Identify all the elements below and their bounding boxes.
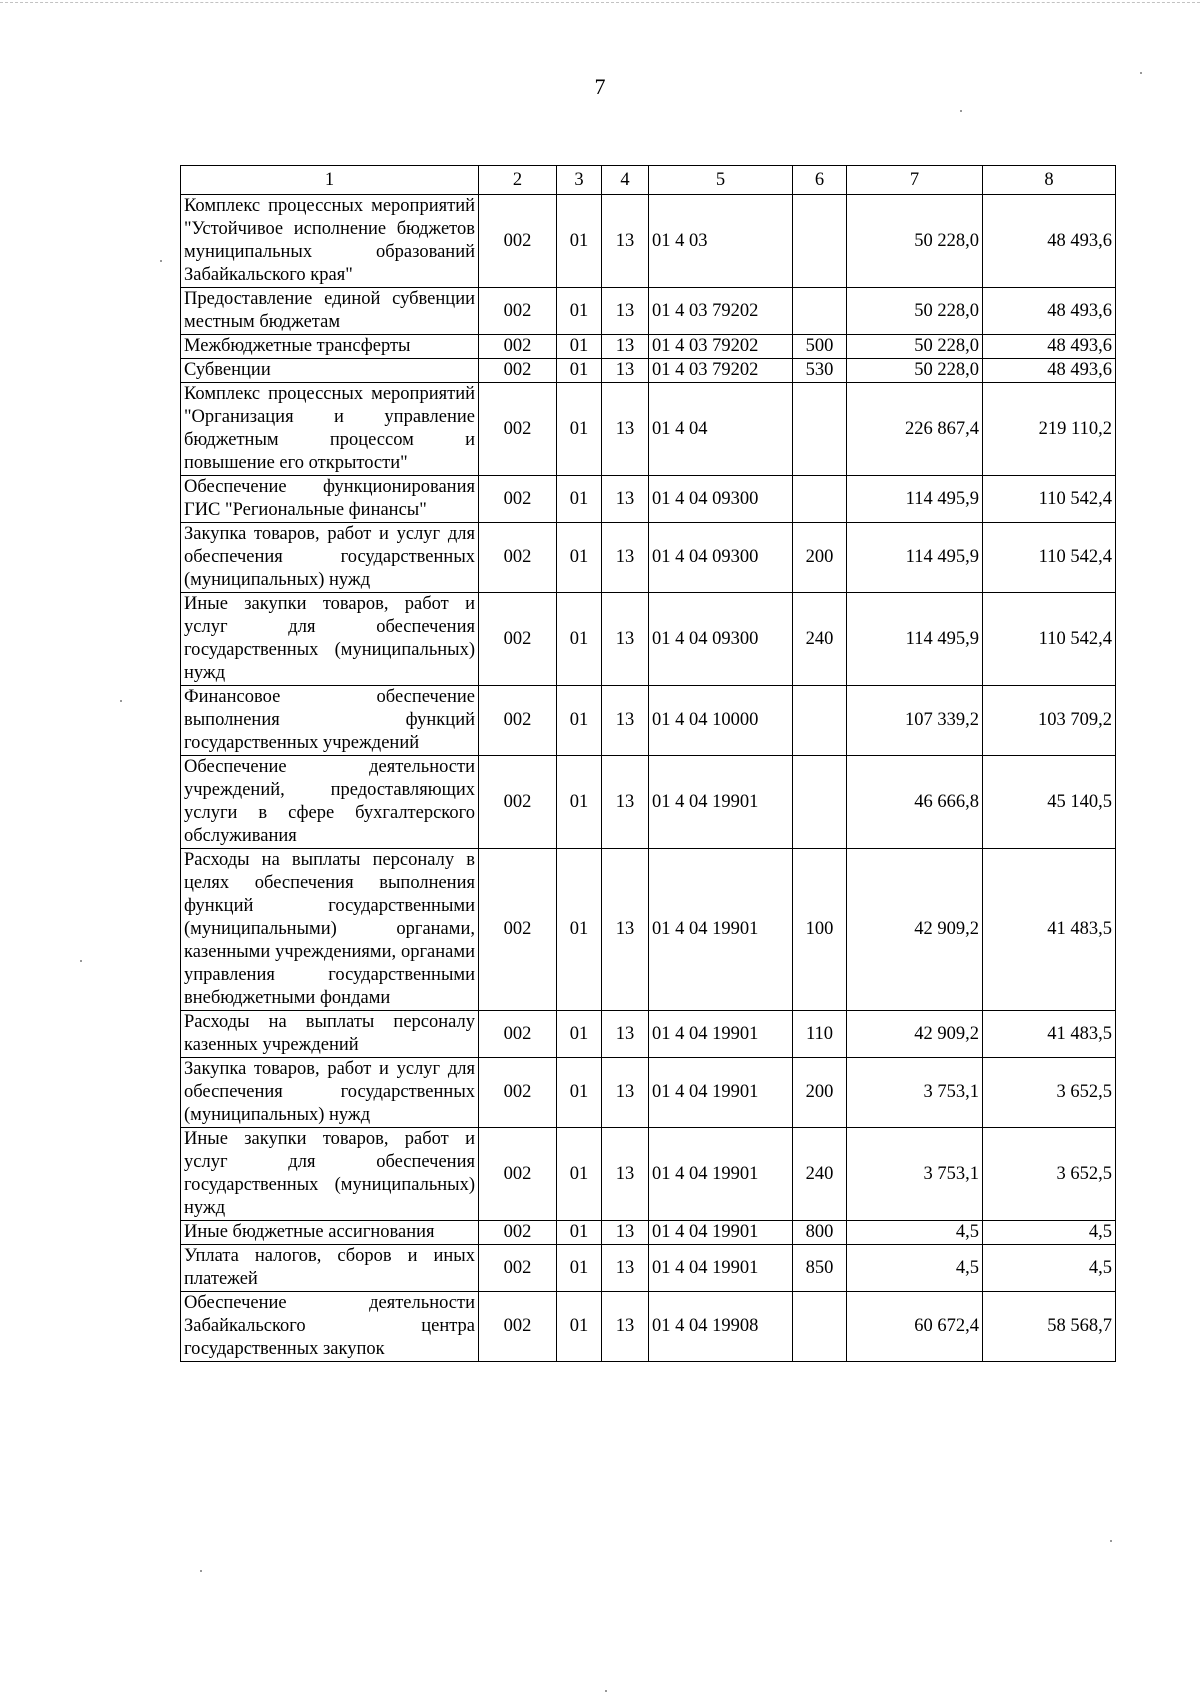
row-csr-cell: 01 4 03 79202: [649, 359, 793, 383]
row-csr-cell: 01 4 03 79202: [649, 335, 793, 359]
row-name-cell: Субвенции: [181, 359, 479, 383]
row-rz-cell: 01: [557, 1128, 602, 1221]
row-vr-cell: 110: [793, 1011, 847, 1058]
row-csr-cell: 01 4 04 19901: [649, 1245, 793, 1292]
header-cell: 3: [557, 166, 602, 195]
table-row: [181, 523, 1116, 593]
row-sum1-cell: 4,5: [847, 1245, 983, 1292]
row-gr-cell: 002: [479, 1221, 557, 1245]
row-rz-cell: 01: [557, 288, 602, 335]
row-sum2-cell: 45 140,5: [983, 756, 1116, 849]
row-sum1-cell: 50 228,0: [847, 335, 983, 359]
scan-speck: [160, 260, 162, 262]
row-sum1-cell: 226 867,4: [847, 383, 983, 476]
row-name-cell: Уплата налогов, сборов и иных платежей: [181, 1245, 479, 1292]
header-cell: 1: [181, 166, 479, 195]
row-sum2-cell: 48 493,6: [983, 359, 1116, 383]
table-row: [181, 476, 1116, 523]
row-sum1-cell: 4,5: [847, 1221, 983, 1245]
header-cell: 2: [479, 166, 557, 195]
row-sum2-cell: 48 493,6: [983, 288, 1116, 335]
row-csr-cell: 01 4 04 19901: [649, 1221, 793, 1245]
row-gr-cell: 002: [479, 195, 557, 288]
row-name-cell: Межбюджетные трансферты: [181, 335, 479, 359]
row-name-cell: Обеспечение деятельности учреждений, предоставляющих услуги в сфере бухгалтерского обслуживания: [181, 756, 479, 849]
row-sum2-cell: 4,5: [983, 1221, 1116, 1245]
table-row: [181, 288, 1116, 335]
row-sum1-cell: 114 495,9: [847, 476, 983, 523]
row-sum2-cell: 103 709,2: [983, 686, 1116, 756]
row-vr-cell: [793, 195, 847, 288]
row-csr-cell: 01 4 04 09300: [649, 476, 793, 523]
header-cell: 8: [983, 166, 1116, 195]
row-name-cell: Обеспечение деятельности Забайкальского центра государственных закупок: [181, 1292, 479, 1362]
row-gr-cell: 002: [479, 476, 557, 523]
row-pr-cell: 13: [602, 288, 649, 335]
row-sum1-cell: 107 339,2: [847, 686, 983, 756]
header-cell: 6: [793, 166, 847, 195]
row-rz-cell: 01: [557, 1292, 602, 1362]
row-pr-cell: 13: [602, 523, 649, 593]
row-vr-cell: 240: [793, 1128, 847, 1221]
row-gr-cell: 002: [479, 523, 557, 593]
row-pr-cell: 13: [602, 1128, 649, 1221]
row-vr-cell: [793, 476, 847, 523]
row-rz-cell: 01: [557, 335, 602, 359]
row-rz-cell: 01: [557, 383, 602, 476]
row-rz-cell: 01: [557, 1058, 602, 1128]
row-rz-cell: 01: [557, 476, 602, 523]
row-vr-cell: [793, 686, 847, 756]
row-gr-cell: 002: [479, 383, 557, 476]
row-rz-cell: 01: [557, 1221, 602, 1245]
row-sum1-cell: 42 909,2: [847, 1011, 983, 1058]
row-gr-cell: 002: [479, 849, 557, 1011]
row-pr-cell: 13: [602, 1011, 649, 1058]
scan-speck: [200, 1570, 202, 1572]
table-row: [181, 359, 1116, 383]
scan-speck: [1110, 1540, 1112, 1542]
row-pr-cell: 13: [602, 359, 649, 383]
table-row: [181, 1011, 1116, 1058]
row-rz-cell: 01: [557, 593, 602, 686]
row-csr-cell: 01 4 04 19901: [649, 1058, 793, 1128]
row-rz-cell: 01: [557, 1011, 602, 1058]
row-gr-cell: 002: [479, 593, 557, 686]
row-gr-cell: 002: [479, 686, 557, 756]
row-csr-cell: 01 4 04 09300: [649, 523, 793, 593]
row-vr-cell: 850: [793, 1245, 847, 1292]
row-name-cell: Иные закупки товаров, работ и услуг для обеспечения государственных (муниципальных) нужд: [181, 1128, 479, 1221]
table-row: [181, 686, 1116, 756]
row-rz-cell: 01: [557, 1245, 602, 1292]
row-name-cell: Закупка товаров, работ и услуг для обеспечения государственных (муниципальных) нужд: [181, 1058, 479, 1128]
row-name-cell: Комплекс процессных мероприятий "Организация и управление бюджетным процессом и повышение его открытости": [181, 383, 479, 476]
row-gr-cell: 002: [479, 1128, 557, 1221]
row-pr-cell: 13: [602, 476, 649, 523]
row-rz-cell: 01: [557, 523, 602, 593]
row-csr-cell: 01 4 03 79202: [649, 288, 793, 335]
table-row: [181, 383, 1116, 476]
scan-speck: [960, 110, 962, 112]
table-row: [181, 1128, 1116, 1221]
row-name-cell: Расходы на выплаты персоналу казенных учреждений: [181, 1011, 479, 1058]
row-vr-cell: [793, 1292, 847, 1362]
row-pr-cell: 13: [602, 1221, 649, 1245]
table-row: [181, 849, 1116, 1011]
scan-edge-line: [0, 2, 1200, 5]
row-name-cell: Финансовое обеспечение выполнения функций государственных учреждений: [181, 686, 479, 756]
row-pr-cell: 13: [602, 686, 649, 756]
row-rz-cell: 01: [557, 686, 602, 756]
row-gr-cell: 002: [479, 335, 557, 359]
row-gr-cell: 002: [479, 288, 557, 335]
table-row: [181, 195, 1116, 288]
header-cell: 5: [649, 166, 793, 195]
row-pr-cell: 13: [602, 1292, 649, 1362]
row-csr-cell: 01 4 04 19901: [649, 1011, 793, 1058]
row-csr-cell: 01 4 03: [649, 195, 793, 288]
row-pr-cell: 13: [602, 335, 649, 359]
row-gr-cell: 002: [479, 359, 557, 383]
row-sum2-cell: 4,5: [983, 1245, 1116, 1292]
row-gr-cell: 002: [479, 1011, 557, 1058]
row-gr-cell: 002: [479, 756, 557, 849]
row-sum2-cell: 48 493,6: [983, 195, 1116, 288]
row-sum1-cell: 114 495,9: [847, 523, 983, 593]
table-header-row: [181, 166, 1116, 195]
row-sum2-cell: 219 110,2: [983, 383, 1116, 476]
row-csr-cell: 01 4 04 09300: [649, 593, 793, 686]
row-csr-cell: 01 4 04 19908: [649, 1292, 793, 1362]
row-sum2-cell: 58 568,7: [983, 1292, 1116, 1362]
row-sum2-cell: 110 542,4: [983, 476, 1116, 523]
row-pr-cell: 13: [602, 195, 649, 288]
scan-speck: [80, 960, 82, 962]
row-vr-cell: [793, 288, 847, 335]
row-csr-cell: 01 4 04: [649, 383, 793, 476]
table-row: [181, 1221, 1116, 1245]
row-sum1-cell: 50 228,0: [847, 288, 983, 335]
row-vr-cell: [793, 383, 847, 476]
row-csr-cell: 01 4 04 19901: [649, 849, 793, 1011]
row-vr-cell: 200: [793, 1058, 847, 1128]
row-rz-cell: 01: [557, 756, 602, 849]
row-name-cell: Закупка товаров, работ и услуг для обеспечения государственных (муниципальных) нужд: [181, 523, 479, 593]
table-row: [181, 1058, 1116, 1128]
row-name-cell: Иные бюджетные ассигнования: [181, 1221, 479, 1245]
row-pr-cell: 13: [602, 849, 649, 1011]
table-row: [181, 593, 1116, 686]
page-number: 7: [594, 74, 606, 99]
row-name-cell: Комплекс процессных мероприятий "Устойчивое исполнение бюджетов муниципальных образований Забайкальского края": [181, 195, 479, 288]
table-row: [181, 1292, 1116, 1362]
table-row: [181, 756, 1116, 849]
row-sum1-cell: 60 672,4: [847, 1292, 983, 1362]
row-sum1-cell: 46 666,8: [847, 756, 983, 849]
row-gr-cell: 002: [479, 1292, 557, 1362]
row-rz-cell: 01: [557, 359, 602, 383]
row-csr-cell: 01 4 04 10000: [649, 686, 793, 756]
row-sum2-cell: 41 483,5: [983, 849, 1116, 1011]
row-pr-cell: 13: [602, 1245, 649, 1292]
row-sum1-cell: 3 753,1: [847, 1058, 983, 1128]
row-vr-cell: [793, 756, 847, 849]
row-sum2-cell: 3 652,5: [983, 1058, 1116, 1128]
table-row: [181, 1245, 1116, 1292]
row-vr-cell: 200: [793, 523, 847, 593]
header-cell: 7: [847, 166, 983, 195]
row-pr-cell: 13: [602, 756, 649, 849]
row-gr-cell: 002: [479, 1245, 557, 1292]
row-sum2-cell: 48 493,6: [983, 335, 1116, 359]
row-sum2-cell: 110 542,4: [983, 593, 1116, 686]
row-sum1-cell: 42 909,2: [847, 849, 983, 1011]
row-vr-cell: 240: [793, 593, 847, 686]
scan-speck: [1140, 72, 1142, 74]
row-sum1-cell: 50 228,0: [847, 359, 983, 383]
row-name-cell: Расходы на выплаты персоналу в целях обеспечения выполнения функций государственными (муниципальными) органами, казенными учреждениями, органами управления государственными внебюджетными фондами: [181, 849, 479, 1011]
scan-speck: [605, 1690, 607, 1692]
row-rz-cell: 01: [557, 195, 602, 288]
row-pr-cell: 13: [602, 383, 649, 476]
budget-table: [180, 165, 1116, 1362]
header-cell: 4: [602, 166, 649, 195]
row-sum1-cell: 3 753,1: [847, 1128, 983, 1221]
scan-speck: [120, 700, 122, 702]
row-sum1-cell: 50 228,0: [847, 195, 983, 288]
row-sum1-cell: 114 495,9: [847, 593, 983, 686]
row-vr-cell: 500: [793, 335, 847, 359]
row-gr-cell: 002: [479, 1058, 557, 1128]
row-pr-cell: 13: [602, 1058, 649, 1128]
row-name-cell: Предоставление единой субвенции местным бюджетам: [181, 288, 479, 335]
row-csr-cell: 01 4 04 19901: [649, 756, 793, 849]
row-pr-cell: 13: [602, 593, 649, 686]
row-sum2-cell: 110 542,4: [983, 523, 1116, 593]
row-name-cell: Обеспечение функционирования ГИС "Региональные финансы": [181, 476, 479, 523]
row-csr-cell: 01 4 04 19901: [649, 1128, 793, 1221]
row-vr-cell: 100: [793, 849, 847, 1011]
row-vr-cell: 530: [793, 359, 847, 383]
row-rz-cell: 01: [557, 849, 602, 1011]
table-row: [181, 335, 1116, 359]
row-vr-cell: 800: [793, 1221, 847, 1245]
row-sum2-cell: 3 652,5: [983, 1128, 1116, 1221]
row-sum2-cell: 41 483,5: [983, 1011, 1116, 1058]
row-name-cell: Иные закупки товаров, работ и услуг для обеспечения государственных (муниципальных) нужд: [181, 593, 479, 686]
